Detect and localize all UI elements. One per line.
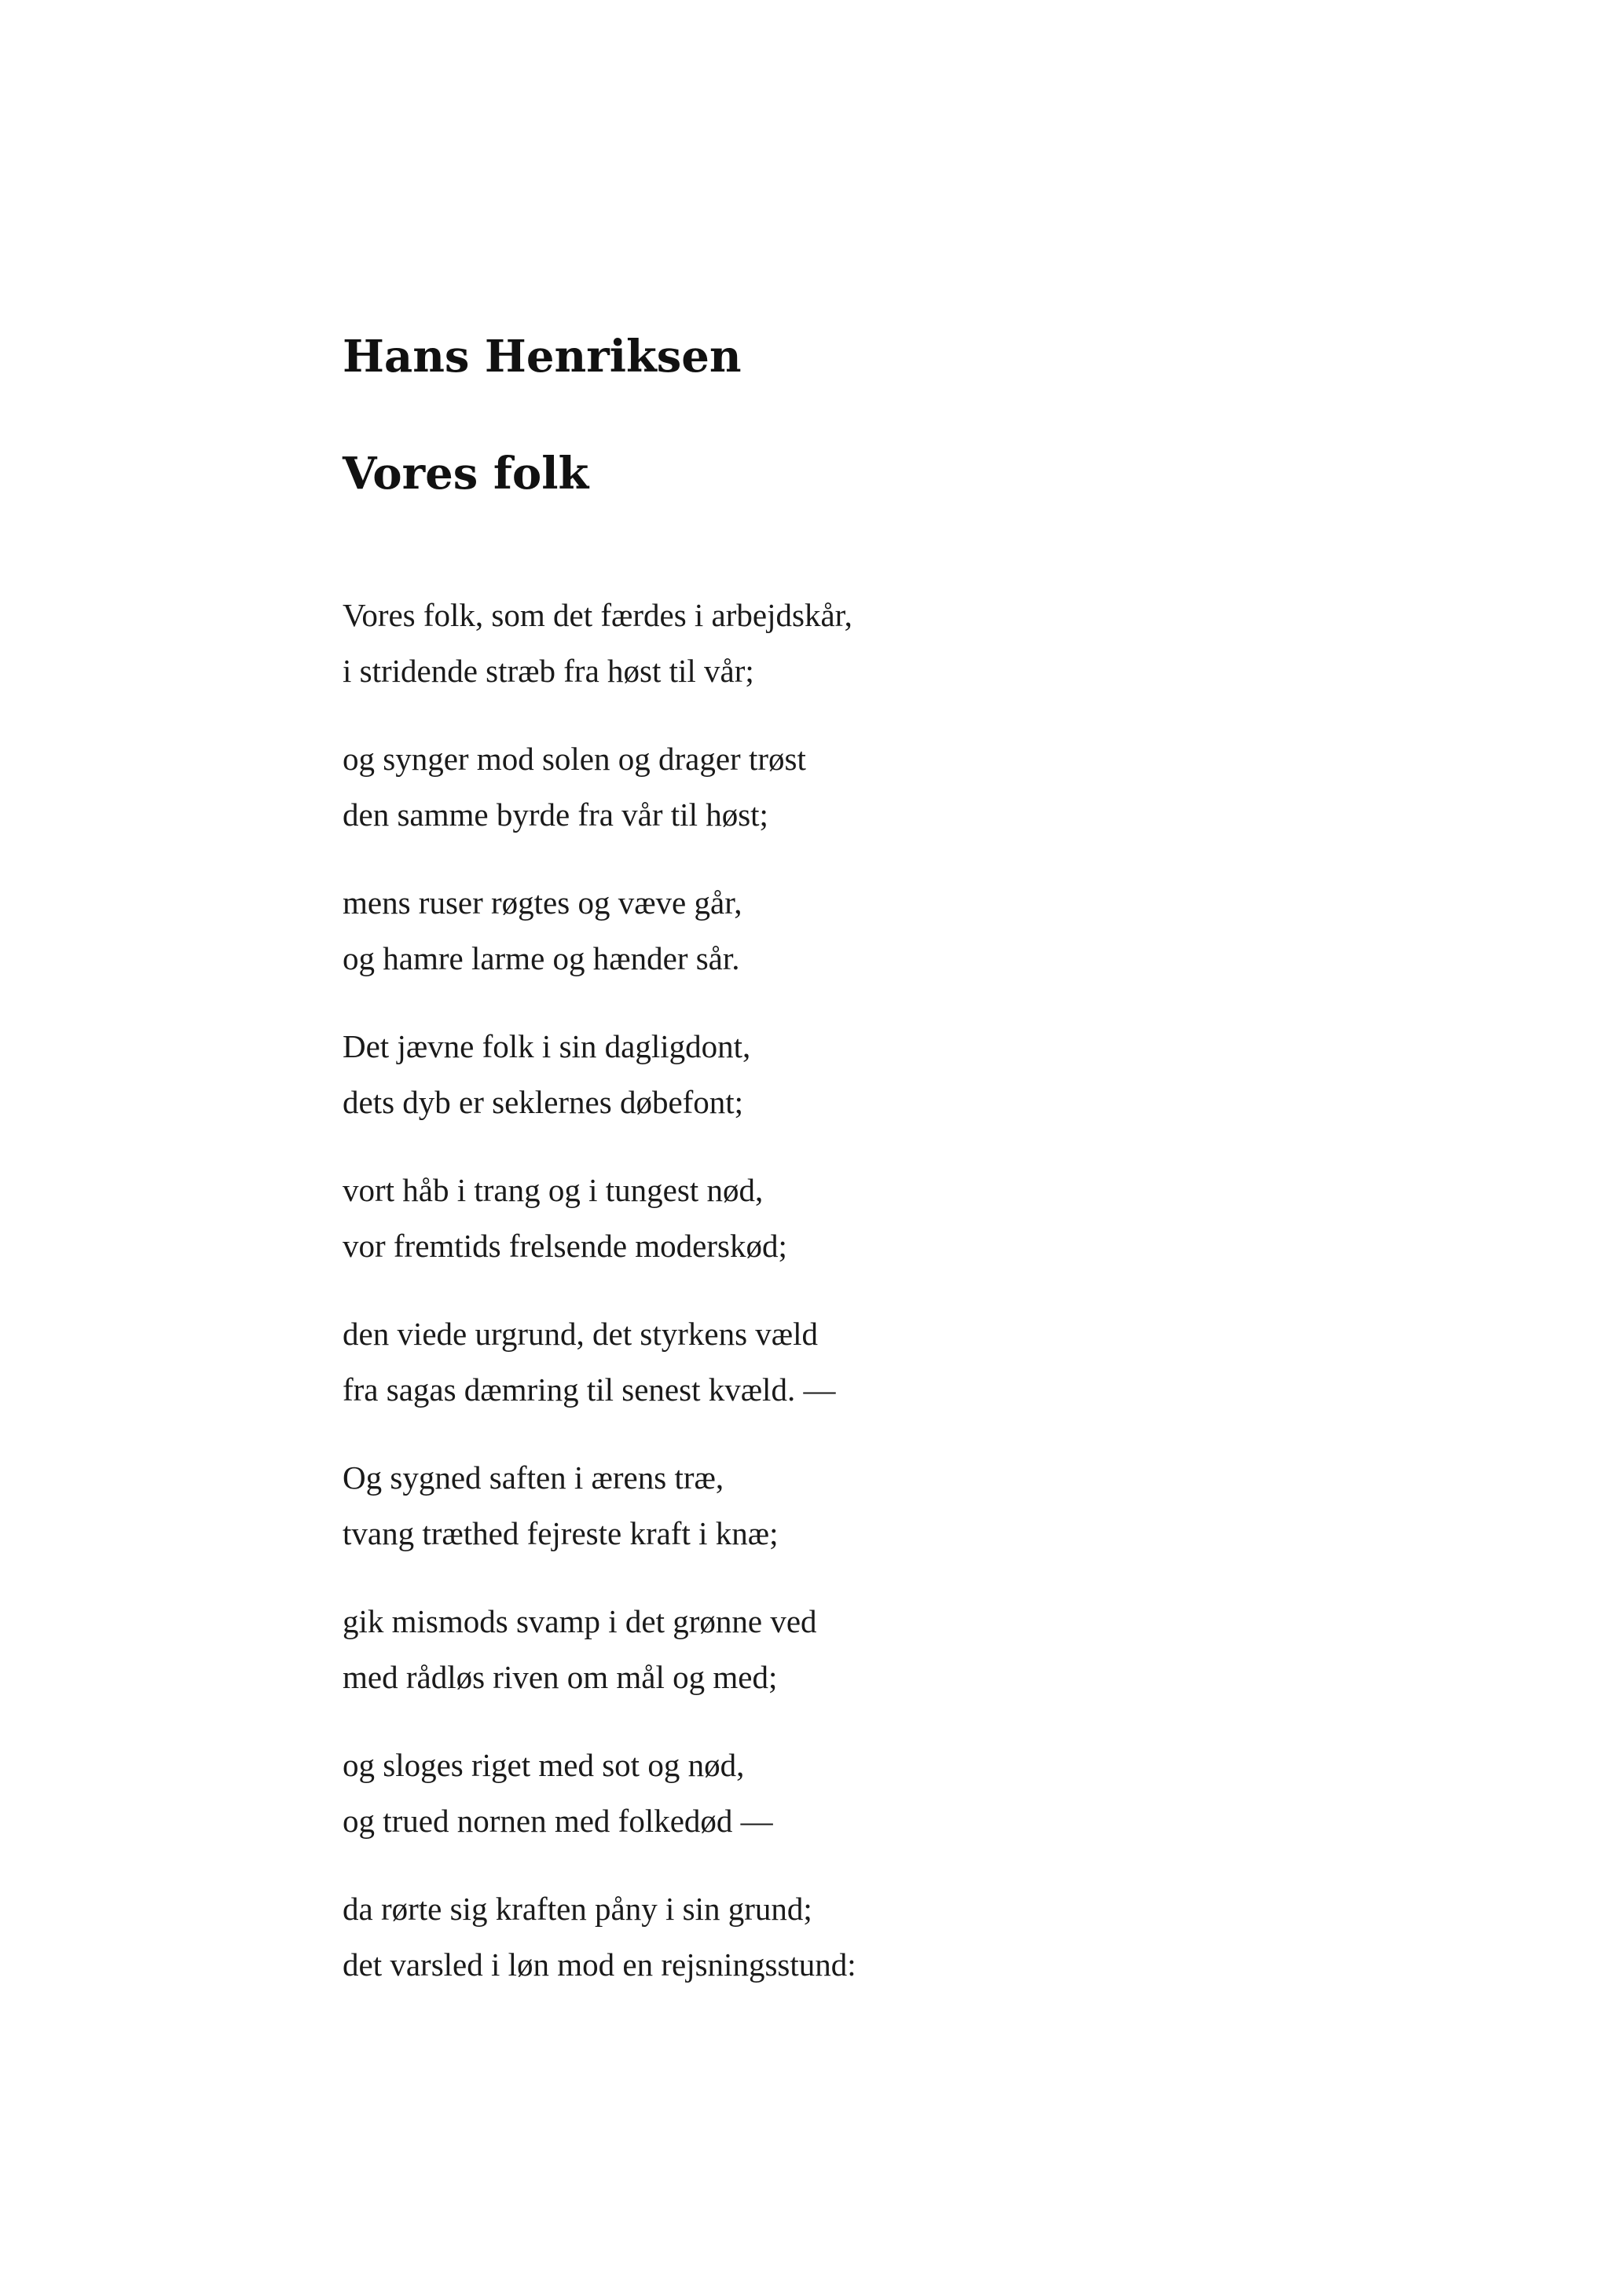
- verse-line: i stridende stræb fra høst til vår;: [343, 653, 754, 689]
- verse-line: Og sygned saften i ærens træ,: [343, 1459, 724, 1496]
- stanza: [343, 1306, 856, 1418]
- verse-line: Vores folk, som det færdes i arbejdskår,: [343, 597, 852, 633]
- verse-line: og hamre larme og hænder sår.: [343, 940, 740, 976]
- verse-line: og sloges riget med sot og nød,: [343, 1747, 745, 1783]
- stanza: [343, 1881, 856, 1993]
- stanza: [343, 1163, 856, 1274]
- verse-line: gik mismods svamp i det grønne ved: [343, 1603, 817, 1639]
- verse-line: det varsled i løn mod en rejsningsstund:: [343, 1946, 856, 1983]
- stanza: [343, 1019, 856, 1130]
- verse-line: vort håb i trang og i tungest nød,: [343, 1172, 764, 1208]
- stanza: [343, 875, 856, 987]
- verse-line: tvang træthed fejreste kraft i knæ;: [343, 1515, 779, 1551]
- verse-line: med rådløs riven om mål og med;: [343, 1659, 778, 1695]
- stanza: [343, 1450, 856, 1562]
- poem-title: Vores folk: [343, 448, 589, 500]
- poem-body: [343, 588, 856, 2025]
- verse-line: da rørte sig kraften påny i sin grund;: [343, 1891, 812, 1927]
- stanza: [343, 731, 856, 843]
- verse-line: og trued nornen med folkedød —: [343, 1803, 773, 1839]
- verse-line: vor fremtids frelsende moderskød;: [343, 1228, 787, 1264]
- stanza: [343, 1594, 856, 1705]
- verse-line: den viede urgrund, det styrkens væld: [343, 1316, 819, 1352]
- verse-line: den samme byrde fra vår til høst;: [343, 796, 768, 833]
- stanza: [343, 588, 856, 699]
- verse-line: og synger mod solen og drager trøst: [343, 741, 806, 777]
- stanza: [343, 1738, 856, 1849]
- verse-line: dets dyb er seklernes døbefont;: [343, 1084, 744, 1120]
- verse-line: mens ruser røgtes og væve går,: [343, 884, 742, 921]
- author-name: Hans Henriksen: [343, 331, 742, 383]
- verse-line: Det jævne folk i sin dagligdont,: [343, 1028, 751, 1064]
- verse-line: fra sagas dæmring til senest kvæld. —: [343, 1371, 836, 1408]
